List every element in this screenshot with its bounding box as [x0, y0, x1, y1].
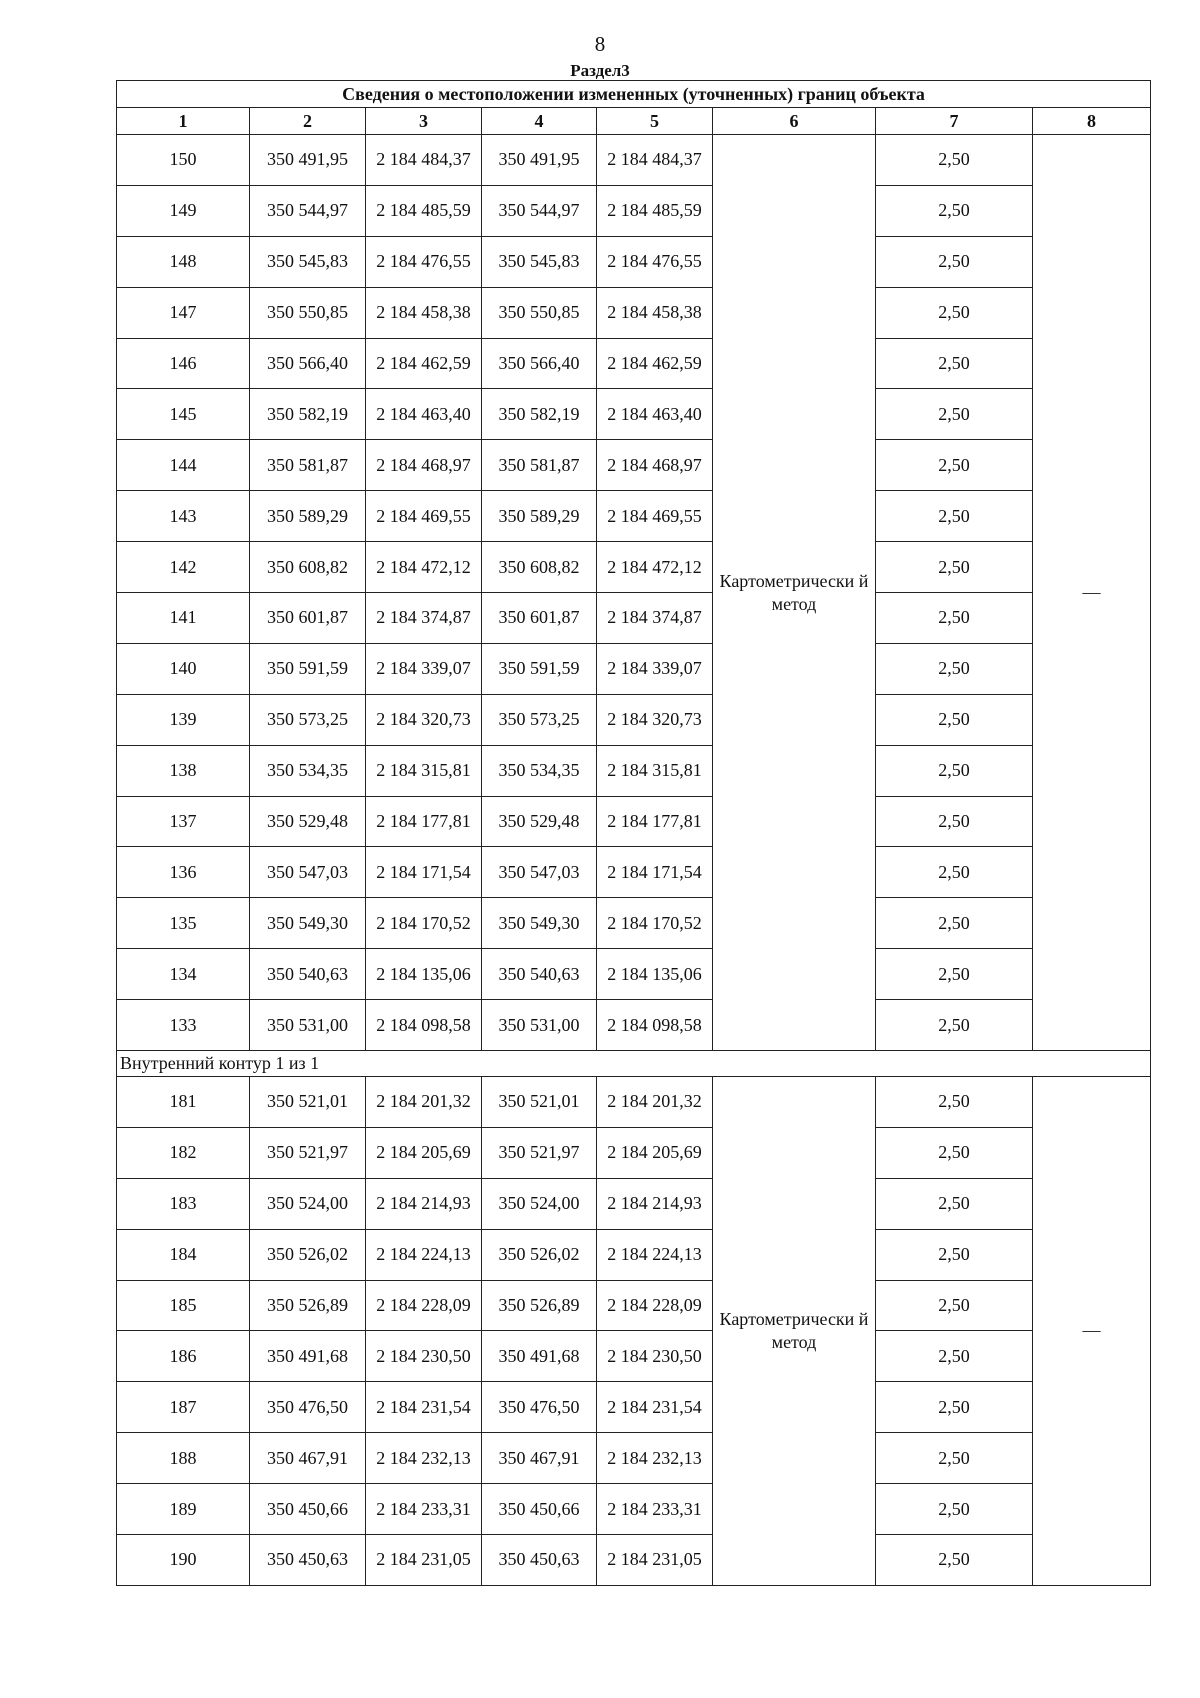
- table-row: [117, 389, 1151, 440]
- point-number-cell: 181: [117, 1077, 250, 1128]
- table-row: [117, 796, 1151, 847]
- table-body: [117, 135, 1151, 1586]
- section-title: Раздел3: [570, 61, 630, 80]
- x-new-cell: 350 531,00: [482, 1000, 597, 1051]
- point-number-cell: 141: [117, 593, 250, 644]
- point-number-cell: 146: [117, 338, 250, 389]
- point-number-cell: 186: [117, 1331, 250, 1382]
- point-number-cell: 190: [117, 1535, 250, 1586]
- column-header-6: 6: [713, 108, 876, 135]
- x-new-cell: 350 589,29: [482, 491, 597, 542]
- accuracy-cell: 2,50: [876, 135, 1033, 186]
- point-number-cell: 188: [117, 1433, 250, 1484]
- y-existing-cell: 2 184 320,73: [366, 694, 482, 745]
- y-existing-cell: 2 184 232,13: [366, 1433, 482, 1484]
- column-header-row: [117, 108, 1151, 135]
- y-new-cell: 2 184 170,52: [597, 898, 713, 949]
- y-new-cell: 2 184 469,55: [597, 491, 713, 542]
- contour-label: Внутренний контур 1 из 1: [117, 1051, 1151, 1077]
- point-number-cell: 183: [117, 1178, 250, 1229]
- x-existing-cell: 350 526,02: [250, 1229, 366, 1280]
- accuracy-cell: 2,50: [876, 1127, 1033, 1178]
- point-number-cell: 187: [117, 1382, 250, 1433]
- x-existing-cell: 350 549,30: [250, 898, 366, 949]
- accuracy-cell: 2,50: [876, 440, 1033, 491]
- y-existing-cell: 2 184 201,32: [366, 1077, 482, 1128]
- column-header-5: 5: [597, 108, 713, 135]
- x-new-cell: 350 467,91: [482, 1433, 597, 1484]
- table-row: [117, 1280, 1151, 1331]
- accuracy-cell: 2,50: [876, 643, 1033, 694]
- y-new-cell: 2 184 485,59: [597, 185, 713, 236]
- x-new-cell: 350 573,25: [482, 694, 597, 745]
- point-number-cell: 148: [117, 236, 250, 287]
- y-new-cell: 2 184 205,69: [597, 1127, 713, 1178]
- y-existing-cell: 2 184 339,07: [366, 643, 482, 694]
- y-existing-cell: 2 184 472,12: [366, 542, 482, 593]
- x-existing-cell: 350 524,00: [250, 1178, 366, 1229]
- y-new-cell: 2 184 171,54: [597, 847, 713, 898]
- table-row: [117, 847, 1151, 898]
- point-number-cell: 139: [117, 694, 250, 745]
- y-existing-cell: 2 184 231,05: [366, 1535, 482, 1586]
- x-new-cell: 350 549,30: [482, 898, 597, 949]
- point-number-cell: 184: [117, 1229, 250, 1280]
- y-existing-cell: 2 184 170,52: [366, 898, 482, 949]
- y-existing-cell: 2 184 458,38: [366, 287, 482, 338]
- y-existing-cell: 2 184 468,97: [366, 440, 482, 491]
- y-existing-cell: 2 184 484,37: [366, 135, 482, 186]
- x-existing-cell: 350 491,68: [250, 1331, 366, 1382]
- accuracy-cell: 2,50: [876, 1331, 1033, 1382]
- accuracy-cell: 2,50: [876, 1382, 1033, 1433]
- column-header-7: 7: [876, 108, 1033, 135]
- point-number-cell: 138: [117, 745, 250, 796]
- x-new-cell: 350 566,40: [482, 338, 597, 389]
- y-new-cell: 2 184 233,31: [597, 1484, 713, 1535]
- x-new-cell: 350 521,01: [482, 1077, 597, 1128]
- y-new-cell: 2 184 472,12: [597, 542, 713, 593]
- boundary-coordinates-table: [116, 80, 1151, 1586]
- x-existing-cell: 350 450,66: [250, 1484, 366, 1535]
- point-number-cell: 147: [117, 287, 250, 338]
- y-new-cell: 2 184 320,73: [597, 694, 713, 745]
- y-new-cell: 2 184 201,32: [597, 1077, 713, 1128]
- accuracy-cell: 2,50: [876, 287, 1033, 338]
- table-row: [117, 745, 1151, 796]
- point-number-cell: 133: [117, 1000, 250, 1051]
- y-new-cell: 2 184 462,59: [597, 338, 713, 389]
- point-number-cell: 137: [117, 796, 250, 847]
- table-row: [117, 898, 1151, 949]
- table-row: [117, 1127, 1151, 1178]
- x-existing-cell: 350 534,35: [250, 745, 366, 796]
- table-row: [117, 236, 1151, 287]
- x-existing-cell: 350 566,40: [250, 338, 366, 389]
- point-number-cell: 145: [117, 389, 250, 440]
- y-new-cell: 2 184 315,81: [597, 745, 713, 796]
- accuracy-cell: 2,50: [876, 1535, 1033, 1586]
- x-existing-cell: 350 521,97: [250, 1127, 366, 1178]
- accuracy-cell: 2,50: [876, 949, 1033, 1000]
- y-existing-cell: 2 184 476,55: [366, 236, 482, 287]
- point-number-cell: 142: [117, 542, 250, 593]
- x-existing-cell: 350 581,87: [250, 440, 366, 491]
- column-header-4: 4: [482, 108, 597, 135]
- table-row: [117, 593, 1151, 644]
- y-new-cell: 2 184 374,87: [597, 593, 713, 644]
- y-existing-cell: 2 184 463,40: [366, 389, 482, 440]
- accuracy-cell: 2,50: [876, 1484, 1033, 1535]
- column-header-3: 3: [366, 108, 482, 135]
- x-new-cell: 350 524,00: [482, 1178, 597, 1229]
- column-header-1: 1: [117, 108, 250, 135]
- x-existing-cell: 350 550,85: [250, 287, 366, 338]
- x-existing-cell: 350 467,91: [250, 1433, 366, 1484]
- x-new-cell: 350 601,87: [482, 593, 597, 644]
- x-existing-cell: 350 491,95: [250, 135, 366, 186]
- table-row: [117, 338, 1151, 389]
- contour-label-row: [117, 1051, 1151, 1077]
- accuracy-cell: 2,50: [876, 847, 1033, 898]
- y-existing-cell: 2 184 315,81: [366, 745, 482, 796]
- table-row: [117, 1229, 1151, 1280]
- x-existing-cell: 350 476,50: [250, 1382, 366, 1433]
- method-cell: Картометрически й метод: [713, 135, 876, 1051]
- table-row: [117, 542, 1151, 593]
- accuracy-cell: 2,50: [876, 491, 1033, 542]
- x-existing-cell: 350 531,00: [250, 1000, 366, 1051]
- y-new-cell: 2 184 468,97: [597, 440, 713, 491]
- y-new-cell: 2 184 135,06: [597, 949, 713, 1000]
- y-new-cell: 2 184 098,58: [597, 1000, 713, 1051]
- x-existing-cell: 350 545,83: [250, 236, 366, 287]
- x-existing-cell: 350 521,01: [250, 1077, 366, 1128]
- table-row: [117, 491, 1151, 542]
- x-existing-cell: 350 540,63: [250, 949, 366, 1000]
- y-new-cell: 2 184 231,54: [597, 1382, 713, 1433]
- accuracy-cell: 2,50: [876, 1077, 1033, 1128]
- table-row: [117, 1484, 1151, 1535]
- y-new-cell: 2 184 476,55: [597, 236, 713, 287]
- x-new-cell: 350 582,19: [482, 389, 597, 440]
- table-row: [117, 185, 1151, 236]
- accuracy-cell: 2,50: [876, 389, 1033, 440]
- x-new-cell: 350 608,82: [482, 542, 597, 593]
- accuracy-cell: 2,50: [876, 1280, 1033, 1331]
- x-new-cell: 350 545,83: [482, 236, 597, 287]
- x-new-cell: 350 547,03: [482, 847, 597, 898]
- accuracy-cell: 2,50: [876, 898, 1033, 949]
- accuracy-cell: 2,50: [876, 593, 1033, 644]
- y-new-cell: 2 184 232,13: [597, 1433, 713, 1484]
- column-8-cell: —: [1033, 1077, 1151, 1586]
- x-new-cell: 350 529,48: [482, 796, 597, 847]
- x-new-cell: 350 491,95: [482, 135, 597, 186]
- table-row: [117, 949, 1151, 1000]
- page-number: 8: [594, 32, 606, 56]
- x-new-cell: 350 526,89: [482, 1280, 597, 1331]
- y-new-cell: 2 184 214,93: [597, 1178, 713, 1229]
- point-number-cell: 150: [117, 135, 250, 186]
- y-existing-cell: 2 184 462,59: [366, 338, 482, 389]
- y-new-cell: 2 184 177,81: [597, 796, 713, 847]
- accuracy-cell: 2,50: [876, 236, 1033, 287]
- table-row: [117, 1433, 1151, 1484]
- accuracy-cell: 2,50: [876, 338, 1033, 389]
- table-row: [117, 1382, 1151, 1433]
- point-number-cell: 134: [117, 949, 250, 1000]
- x-new-cell: 350 450,66: [482, 1484, 597, 1535]
- accuracy-cell: 2,50: [876, 542, 1033, 593]
- point-number-cell: 140: [117, 643, 250, 694]
- table-row: [117, 1535, 1151, 1586]
- y-new-cell: 2 184 224,13: [597, 1229, 713, 1280]
- x-new-cell: 350 540,63: [482, 949, 597, 1000]
- y-existing-cell: 2 184 469,55: [366, 491, 482, 542]
- column-8-cell: —: [1033, 135, 1151, 1051]
- table-row: [117, 1331, 1151, 1382]
- point-number-cell: 149: [117, 185, 250, 236]
- table-row: [117, 287, 1151, 338]
- accuracy-cell: 2,50: [876, 745, 1033, 796]
- y-existing-cell: 2 184 098,58: [366, 1000, 482, 1051]
- point-number-cell: 136: [117, 847, 250, 898]
- point-number-cell: 189: [117, 1484, 250, 1535]
- x-new-cell: 350 491,68: [482, 1331, 597, 1382]
- column-header-8: 8: [1033, 108, 1151, 135]
- accuracy-cell: 2,50: [876, 1433, 1033, 1484]
- y-new-cell: 2 184 230,50: [597, 1331, 713, 1382]
- x-new-cell: 350 591,59: [482, 643, 597, 694]
- y-existing-cell: 2 184 135,06: [366, 949, 482, 1000]
- x-existing-cell: 350 526,89: [250, 1280, 366, 1331]
- x-existing-cell: 350 591,59: [250, 643, 366, 694]
- x-existing-cell: 350 601,87: [250, 593, 366, 644]
- y-existing-cell: 2 184 230,50: [366, 1331, 482, 1382]
- table-row: [117, 1178, 1151, 1229]
- x-new-cell: 350 450,63: [482, 1535, 597, 1586]
- y-existing-cell: 2 184 233,31: [366, 1484, 482, 1535]
- table-row: [117, 440, 1151, 491]
- y-new-cell: 2 184 228,09: [597, 1280, 713, 1331]
- accuracy-cell: 2,50: [876, 1000, 1033, 1051]
- table-row: [117, 643, 1151, 694]
- y-existing-cell: 2 184 231,54: [366, 1382, 482, 1433]
- column-header-2: 2: [250, 108, 366, 135]
- x-existing-cell: 350 544,97: [250, 185, 366, 236]
- point-number-cell: 143: [117, 491, 250, 542]
- y-new-cell: 2 184 463,40: [597, 389, 713, 440]
- accuracy-cell: 2,50: [876, 1229, 1033, 1280]
- y-existing-cell: 2 184 205,69: [366, 1127, 482, 1178]
- y-new-cell: 2 184 339,07: [597, 643, 713, 694]
- y-existing-cell: 2 184 485,59: [366, 185, 482, 236]
- point-number-cell: 135: [117, 898, 250, 949]
- y-existing-cell: 2 184 214,93: [366, 1178, 482, 1229]
- y-existing-cell: 2 184 228,09: [366, 1280, 482, 1331]
- x-new-cell: 350 534,35: [482, 745, 597, 796]
- x-existing-cell: 350 450,63: [250, 1535, 366, 1586]
- x-new-cell: 350 526,02: [482, 1229, 597, 1280]
- x-existing-cell: 350 573,25: [250, 694, 366, 745]
- y-existing-cell: 2 184 224,13: [366, 1229, 482, 1280]
- table-row: [117, 1077, 1151, 1128]
- x-new-cell: 350 544,97: [482, 185, 597, 236]
- method-cell: Картометрически й метод: [713, 1077, 876, 1586]
- x-new-cell: 350 550,85: [482, 287, 597, 338]
- accuracy-cell: 2,50: [876, 185, 1033, 236]
- x-existing-cell: 350 529,48: [250, 796, 366, 847]
- y-new-cell: 2 184 231,05: [597, 1535, 713, 1586]
- y-new-cell: 2 184 484,37: [597, 135, 713, 186]
- point-number-cell: 144: [117, 440, 250, 491]
- accuracy-cell: 2,50: [876, 694, 1033, 745]
- y-existing-cell: 2 184 374,87: [366, 593, 482, 644]
- point-number-cell: 182: [117, 1127, 250, 1178]
- point-number-cell: 185: [117, 1280, 250, 1331]
- accuracy-cell: 2,50: [876, 1178, 1033, 1229]
- table-caption: Сведения о местоположении измененных (уточненных) границ объекта: [117, 81, 1151, 108]
- x-new-cell: 350 476,50: [482, 1382, 597, 1433]
- y-existing-cell: 2 184 177,81: [366, 796, 482, 847]
- x-new-cell: 350 581,87: [482, 440, 597, 491]
- x-existing-cell: 350 608,82: [250, 542, 366, 593]
- y-new-cell: 2 184 458,38: [597, 287, 713, 338]
- table-row: [117, 694, 1151, 745]
- x-existing-cell: 350 582,19: [250, 389, 366, 440]
- table-row: [117, 1000, 1151, 1051]
- x-existing-cell: 350 547,03: [250, 847, 366, 898]
- table-row: [117, 135, 1151, 186]
- y-existing-cell: 2 184 171,54: [366, 847, 482, 898]
- x-existing-cell: 350 589,29: [250, 491, 366, 542]
- x-new-cell: 350 521,97: [482, 1127, 597, 1178]
- accuracy-cell: 2,50: [876, 796, 1033, 847]
